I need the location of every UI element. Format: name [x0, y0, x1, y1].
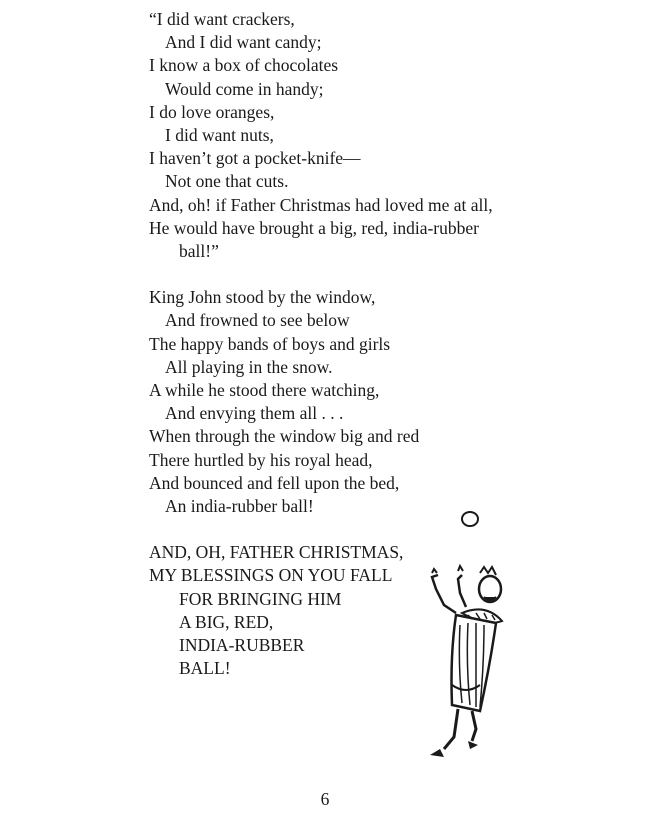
- poem-line: I haven’t got a pocket-knife—: [149, 148, 361, 169]
- poem-line: ball!”: [179, 241, 219, 262]
- stanza: [149, 8, 493, 263]
- poem-line: An india-rubber ball!: [165, 496, 314, 517]
- poem-line: I do love oranges,: [149, 101, 275, 122]
- poem-line: I know a box of chocolates: [149, 55, 339, 76]
- poem-line: A while he stood there watching,: [149, 380, 380, 401]
- poem-line: BALL!: [179, 658, 231, 679]
- poem-line: I did want nuts,: [165, 125, 274, 146]
- poem-line: And, oh! if Father Christmas had loved me at all,: [149, 194, 493, 215]
- poem-line: And bounced and fell upon the bed,: [149, 472, 400, 493]
- poem-line: INDIA-RUBBER: [179, 635, 305, 656]
- poem-line: The happy bands of boys and girls: [149, 333, 391, 354]
- stanza: [149, 286, 493, 518]
- poem-line: All playing in the snow.: [165, 356, 333, 377]
- poem-line: There hurtled by his royal head,: [149, 449, 373, 470]
- poem-line: Not one that cuts.: [165, 171, 289, 192]
- poem-line: When through the window big and red: [149, 426, 420, 447]
- poem-line: And I did want candy;: [165, 32, 322, 53]
- poem-line: A BIG, RED,: [179, 611, 274, 632]
- poem-line: King John stood by the window,: [149, 287, 376, 308]
- poem-line: MY BLESSINGS ON YOU FALL: [149, 565, 393, 586]
- poem-line: And frowned to see below: [165, 310, 350, 331]
- poem-line: Would come in handy;: [165, 78, 324, 99]
- poem-line: FOR BRINGING HIM: [179, 588, 342, 609]
- rubber-ball-icon: [462, 512, 478, 526]
- page-number: 6: [320, 789, 330, 809]
- poem-line: AND, OH, FATHER CHRISTMAS,: [149, 542, 404, 563]
- king-john-catching-ball-illustration: [410, 505, 520, 765]
- poem-line: “I did want crackers,: [149, 9, 295, 29]
- poem-line: And envying them all . . .: [165, 403, 344, 424]
- poem-line: He would have brought a big, red, india-rubber: [149, 217, 479, 238]
